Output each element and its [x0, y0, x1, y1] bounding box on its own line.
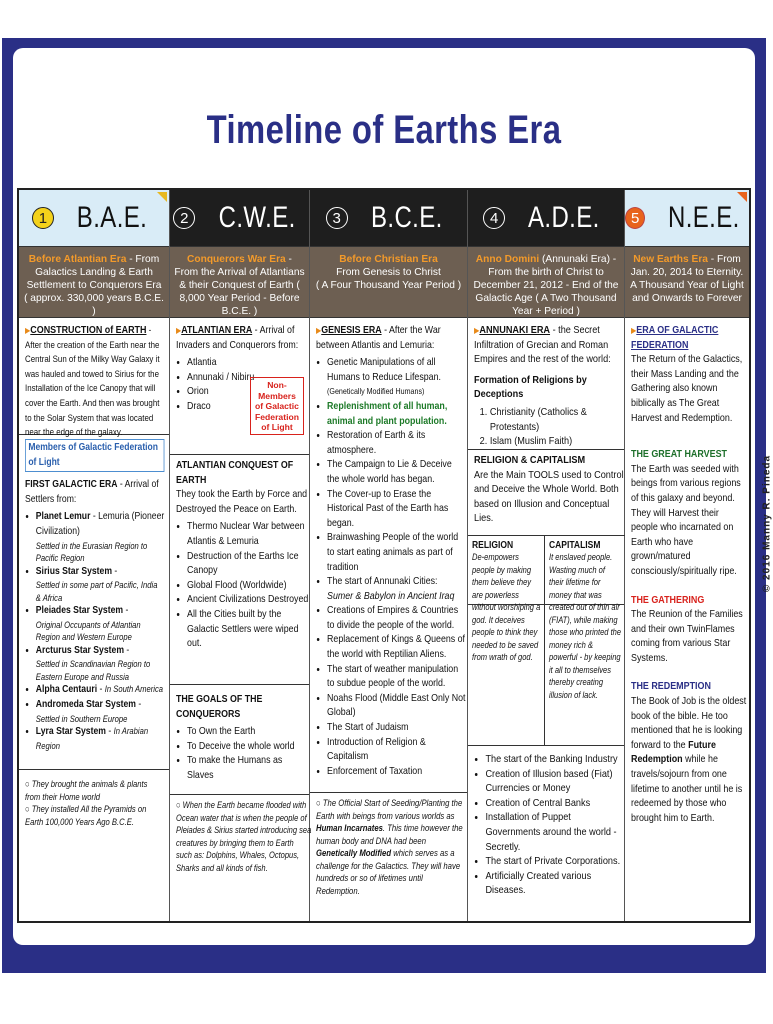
goals-list — [176, 725, 310, 783]
settler-name: Sirius Star System — [35, 565, 113, 577]
list-item — [36, 604, 165, 644]
gathering-text: The Reunion of the Families and their own TwinFlames coming from various Star Systems. — [631, 609, 743, 664]
list-item: • To Own the Earth — [187, 725, 310, 740]
item-text: Replacement of Kings & Queens of the world with Reptilian Aliens. — [327, 634, 466, 661]
conquest-list — [176, 520, 310, 651]
settler-note: In South America — [104, 684, 164, 695]
foot-note: ○ When the Earth became flooded with Ocean water that is when the people of Pleiades & Sirius started introducing sea creatures by bringing them to Earth such as: Dolphins, Whales, Octopus, Sharks and all kinds of fish. — [176, 800, 312, 873]
list-item: • Annunaki / Nibiru — [187, 371, 310, 386]
foot-text: The Official Start of Seeding/Planting the Earth with beings from various worlds as — [316, 798, 463, 821]
column-header — [19, 190, 169, 247]
list-item: • To make the Humans as Slaves — [187, 754, 310, 783]
foot-bold: Genetically Modified — [316, 848, 392, 858]
list-item — [36, 565, 165, 605]
members-box: Members of Galactic Federation of Light — [25, 439, 164, 472]
settler-name: Lyra Star System — [35, 726, 106, 738]
atlantian-era-section — [170, 320, 309, 455]
settler-note: Settled in some part of Pacific, India & Africa — [35, 580, 158, 603]
capitalism-heading: CAPITALISM — [549, 540, 601, 551]
list-item: • Global Flood (Worldwide) — [187, 579, 310, 594]
list-item: • Creation of Illusion based (Fiat) Currencies or Money — [485, 768, 625, 797]
era-description — [19, 247, 169, 318]
settlers-list — [25, 510, 164, 754]
foot-note: ○ They brought the animals & plants from their Home world ○ They installed All the Pyramids on Earth 100,000 Years Ago B.C.E. — [25, 779, 148, 827]
settler-note: Settled in the Eurasian Region to Pacific Region — [35, 540, 148, 564]
section-text: - the Secret Infiltration of Grecian and Roman Empires and the rest of the world: — [474, 325, 611, 366]
item-text: The start of Annunaki Cities: — [327, 576, 438, 588]
item-small: (Genetically Modified Humans) — [327, 386, 425, 397]
list-item: • Artificially Created various Diseases. — [485, 870, 625, 899]
settler-rest: - — [112, 565, 118, 577]
construction-section — [19, 320, 169, 438]
settler-name: Alpha Centauri — [35, 684, 98, 696]
column-header — [170, 190, 309, 247]
list-item — [36, 683, 165, 698]
section-title: FIRST GALACTIC ERA — [25, 479, 118, 491]
list-item — [327, 356, 466, 400]
settler-rest: - — [135, 698, 142, 710]
section-title: CONSTRUCTION of EARTH — [30, 325, 147, 336]
item-text: The Start of Judaism — [327, 722, 409, 734]
redemption-bold: Future Redemption — [631, 739, 716, 766]
list-item — [327, 531, 466, 575]
great-harvest-heading: THE GREAT HARVEST — [631, 449, 727, 461]
arrow-icon: ▶ — [176, 326, 182, 335]
item-text: The start of weather manipulation to subdue people of the world. — [327, 663, 459, 690]
settler-name: Arcturus Star System — [35, 644, 124, 656]
settler-rest: - — [97, 684, 105, 696]
item-text: Genetic Manipulations of all Humans to Reduce Lifespan. — [327, 357, 441, 383]
redemption-heading: THE REDEMPTION — [631, 681, 711, 693]
section-title: RELIGION & CAPITALISM — [474, 455, 586, 466]
number-badge: 3 — [326, 207, 348, 229]
copyright — [757, 408, 773, 638]
era-desc-line2: ( approx. 330,000 years B.C.E. ) — [24, 293, 164, 317]
era-desc-line3: ( A Four Thousand Year Period ) — [315, 280, 462, 291]
section-text: The Return of the Galactics, their Mass Landing and the Gathering also known biblically as The Great Harvest and Redemption. — [631, 354, 743, 424]
section-title: ERA OF GALACTIC FEDERATION — [631, 325, 719, 351]
religion-text: De-empowers people by making them believe they are powerless without worshiping a god. It deceives people to think they needed to be saved from wrath of god. — [472, 552, 541, 662]
item-text: Enforcement of Taxation — [327, 765, 423, 777]
banking-list — [474, 753, 625, 899]
section-text: - Arrival of Settlers from: — [25, 479, 159, 505]
settler-note: Settled in Scandinavian Region to Eastern Europe and Russia — [35, 659, 151, 682]
list-item — [327, 721, 466, 736]
era-name: Before Atlantian Era — [28, 254, 127, 265]
era-description — [170, 247, 309, 318]
list-item — [327, 488, 466, 532]
redemption-text-c: while he travels/sojourn from one lifetime to another until he is redeemed by those who brought him to Earth. — [631, 754, 743, 824]
list-item: 1. Christianity (Catholics & Protestants) — [490, 406, 626, 435]
settler-rest: - — [123, 605, 129, 617]
capitalism-box — [545, 535, 625, 745]
item-text: The Campaign to Lie & Deceive the whole world has began. — [327, 459, 452, 485]
list-item: • All the Cities built by the Galactic Settlers were wiped out. — [187, 608, 310, 652]
era-description — [625, 247, 749, 318]
list-item: • Orion — [187, 385, 310, 400]
first-galactic-era-section — [19, 435, 169, 770]
column-bae — [19, 190, 170, 921]
banking-section — [468, 745, 624, 921]
section-text: They took the Earth by Force and Destroyed the Peace on Earth. — [176, 489, 308, 515]
atlantian-conquest-section — [170, 455, 309, 685]
formation-title: Formation of Religions by Deceptions — [474, 374, 587, 401]
number-badge: 4 — [483, 207, 505, 229]
item-text: Creations of Empires & Countries to divide the people of the world. — [327, 605, 459, 631]
item-text: Introduction of Religion & Capitalism — [327, 736, 426, 763]
settler-rest: - — [123, 644, 130, 656]
section-title: ANNUNAKI ERA — [479, 325, 551, 336]
settler-rest: - — [105, 726, 114, 738]
poster — [13, 48, 773, 945]
section-title: ATLANTIAN CONQUEST OF EARTH — [176, 460, 294, 486]
list-item: • Ancient Civilizations Destroyed — [187, 593, 310, 608]
column-nee — [625, 190, 749, 921]
foot-note: ○ The Official Start of Seeding/Planting the Earth with beings from various worlds as Human Incarnates. This time however the human body and DNA had been Genetically Modified which serves as a challenge for the Galactics. They will have hundreds or so of lifetimes until Redemption. — [316, 798, 463, 896]
settler-name: Planet Lemur — [35, 511, 91, 523]
foot-text: They brought the animals & plants from their Home world — [25, 779, 148, 802]
item-text: Brainwashing People of the world to start eating animals as part of tradition — [327, 532, 459, 573]
settler-note: Settled in Southern Europe — [35, 713, 128, 724]
number-badge: 1 — [32, 207, 54, 229]
settler-name: Pleiades Star System — [35, 605, 124, 617]
religions-list — [474, 406, 625, 450]
non-members-box: Non-Members of Galactic Federation of Light — [250, 377, 304, 435]
era-desc-text: - From the Arrival of Atlantians & their Conquest of Earth ( 8,000 Year Period - Before B.C.E. ) — [174, 254, 305, 317]
annunaki-era-section — [468, 320, 624, 450]
settler-note: In Arabian Region — [35, 726, 149, 751]
foot-text: They installed All the Pyramids on Earth 100,000 Years Ago B.C.E. — [25, 804, 147, 827]
goals-section — [170, 685, 309, 795]
gathering-heading: THE GATHERING — [631, 594, 705, 606]
column-header — [468, 190, 624, 247]
item-text: Restoration of Earth & its atmosphere. — [327, 430, 426, 456]
number-badge: 2 — [173, 207, 195, 229]
section-title: THE GOALS OF THE CONQUERORS — [176, 694, 263, 720]
timeline-table — [17, 188, 751, 923]
list-item — [36, 725, 165, 754]
outer-frame — [2, 38, 773, 973]
section-text: Are the Main TOOLS used to Control and Deceive the Whole World. Both based on Illusion and Conceptual Lies. — [474, 469, 624, 525]
number-badge: 5 — [625, 207, 645, 229]
list-item — [327, 604, 466, 633]
list-item: • Destruction of the Earths Ice Canopy — [187, 550, 310, 579]
list-item — [327, 736, 466, 765]
list-item — [36, 644, 165, 684]
copyright-text: © 2016 Manny R. Pineda — [761, 454, 773, 593]
era-abbr: B.C.E. — [370, 201, 443, 234]
list-item: • The start of the Banking Industry — [485, 753, 625, 768]
list-item: • Creation of Central Banks — [485, 797, 625, 812]
era-abbr: N.E.E. — [668, 201, 741, 234]
era-name: Anno Domini — [475, 254, 540, 265]
section-text: - After the War between Atlantis and Lemuria: — [316, 325, 441, 351]
era-abbr: C.W.E. — [218, 201, 297, 234]
section-text: - After the creation of the Earth near the Central Sun of the Milky Way Galaxy it was hauled and towed to Sirius for the Installation of the Ice Canopy that will cover the Earth. And then was brought to the Solar System that was located near the edge of the galaxy. — [25, 325, 160, 438]
list-item — [327, 765, 466, 780]
foot-text: . This time however the human body and DNA had been — [316, 823, 463, 846]
item-text: Noahs Flood (Middle East Only Not Global) — [327, 692, 466, 719]
era-desc-text: - From Galactics Landing & Earth Settlement to Conquerors Era — [26, 254, 162, 291]
column-bce — [310, 190, 468, 921]
list-item: 2. Islam (Muslim Faith) — [490, 435, 626, 450]
genesis-list — [316, 356, 466, 779]
corner-triangle-icon — [737, 192, 747, 202]
era-name: Conquerors War Era — [187, 254, 286, 265]
corner-triangle-icon — [157, 192, 167, 202]
column-ade — [468, 190, 625, 921]
list-item — [327, 692, 466, 721]
genesis-era-section — [310, 320, 467, 793]
era-description — [310, 247, 467, 318]
foot-text: which serves as a challenge for the Galactics. They will have hundreds or so of lifetimes until Redemption. — [316, 848, 461, 896]
list-item: • Installation of Puppet Governments around the world - Secretly. — [485, 811, 625, 855]
list-item — [327, 575, 466, 604]
list-item: • Draco — [187, 400, 310, 415]
list-item: • Thermo Nuclear War between Atlantis & Lemuria — [187, 520, 310, 549]
list-item — [327, 400, 466, 429]
settler-name: Andromeda Star System — [35, 698, 136, 710]
list-item: • To Deceive the whole world — [187, 740, 310, 755]
religion-box — [468, 535, 545, 745]
religion-heading: RELIGION — [472, 540, 514, 551]
arrow-icon: ▶ — [631, 326, 637, 335]
arrow-icon: ▶ — [25, 326, 31, 335]
redemption-text-a: The Book of Job is the oldest book of the bible. He too mentioned that he is looking forward to the — [631, 696, 747, 751]
page-title: Timeline of Earths Era — [206, 108, 562, 152]
settler-note: Original Occupants of Atlantian Region and Western Europe — [35, 619, 141, 643]
arrow-icon: ▶ — [316, 326, 322, 335]
column-header — [625, 190, 749, 247]
era-desc-text: - From Jan. 20, 2014 to Eternity. A Thousand Year of Light and Onwards to Forever — [630, 254, 744, 304]
great-harvest-text: The Earth was seeded with beings from various regions of this galaxy and beyond. They will Harvest their people who incarnated on Earth who have grown/matured consciously/spiritually ripe. — [631, 463, 741, 577]
section-text: - Arrival of Invaders and Conquerors from: — [176, 325, 299, 351]
foot-bold: Human Incarnates — [316, 823, 383, 833]
era-abbr: B.A.E. — [76, 201, 148, 234]
list-item — [327, 633, 466, 662]
list-item — [327, 429, 466, 458]
list-item — [36, 510, 165, 564]
era-desc-line2: From Genesis to Christ — [336, 267, 441, 278]
capitalism-text: It enslaved people. Wasting much of their lifetime for money that was created out of thin air (FIAT), while making those who printed the money rich & powerful - by keeping it all to themselves thereby creating illusion of lack. — [549, 552, 622, 700]
settler-rest: - Lemuria (Pioneer Civilization) — [35, 511, 165, 537]
list-item: • Atlantia — [187, 356, 310, 371]
era-description — [468, 247, 624, 318]
foot-text: When the Earth became flooded with Ocean water that is when the people of Pleiades & Sirius started introducing sea creatures by bringing them to Earth such as: Dolphins, Whales, Octopus, Sharks and all kinds of fish. — [176, 800, 312, 873]
arrow-icon: ▶ — [474, 326, 480, 335]
list-item — [327, 458, 466, 487]
column-cwe — [170, 190, 310, 921]
list-item: • The start of Private Corporations. — [485, 855, 625, 870]
green-text: Replenishment of all human, animal and plant population. — [327, 400, 448, 427]
column-header — [310, 190, 467, 247]
item-italic: Sumer & Babylon in Ancient Iraq — [327, 590, 455, 602]
item-text: The Cover-up to Erase the Historical Past of the Earth has began. — [327, 488, 449, 529]
list-item — [36, 698, 165, 725]
era-name: Before Christian Era — [339, 254, 438, 265]
section-title: ATLANTIAN ERA — [181, 325, 253, 336]
era-desc-text: (Annunaki Era) - From the birth of Christ to December 21, 2012 - End of the Galactic Age ( A Two Thousand Year + Period ) — [473, 254, 619, 317]
section-title: GENESIS ERA — [321, 325, 382, 336]
list-item — [327, 663, 466, 692]
galactic-federation-section — [625, 320, 749, 921]
era-name: New Earths Era — [633, 254, 708, 265]
era-abbr: A.D.E. — [528, 201, 600, 234]
redemption-text — [631, 695, 748, 826]
